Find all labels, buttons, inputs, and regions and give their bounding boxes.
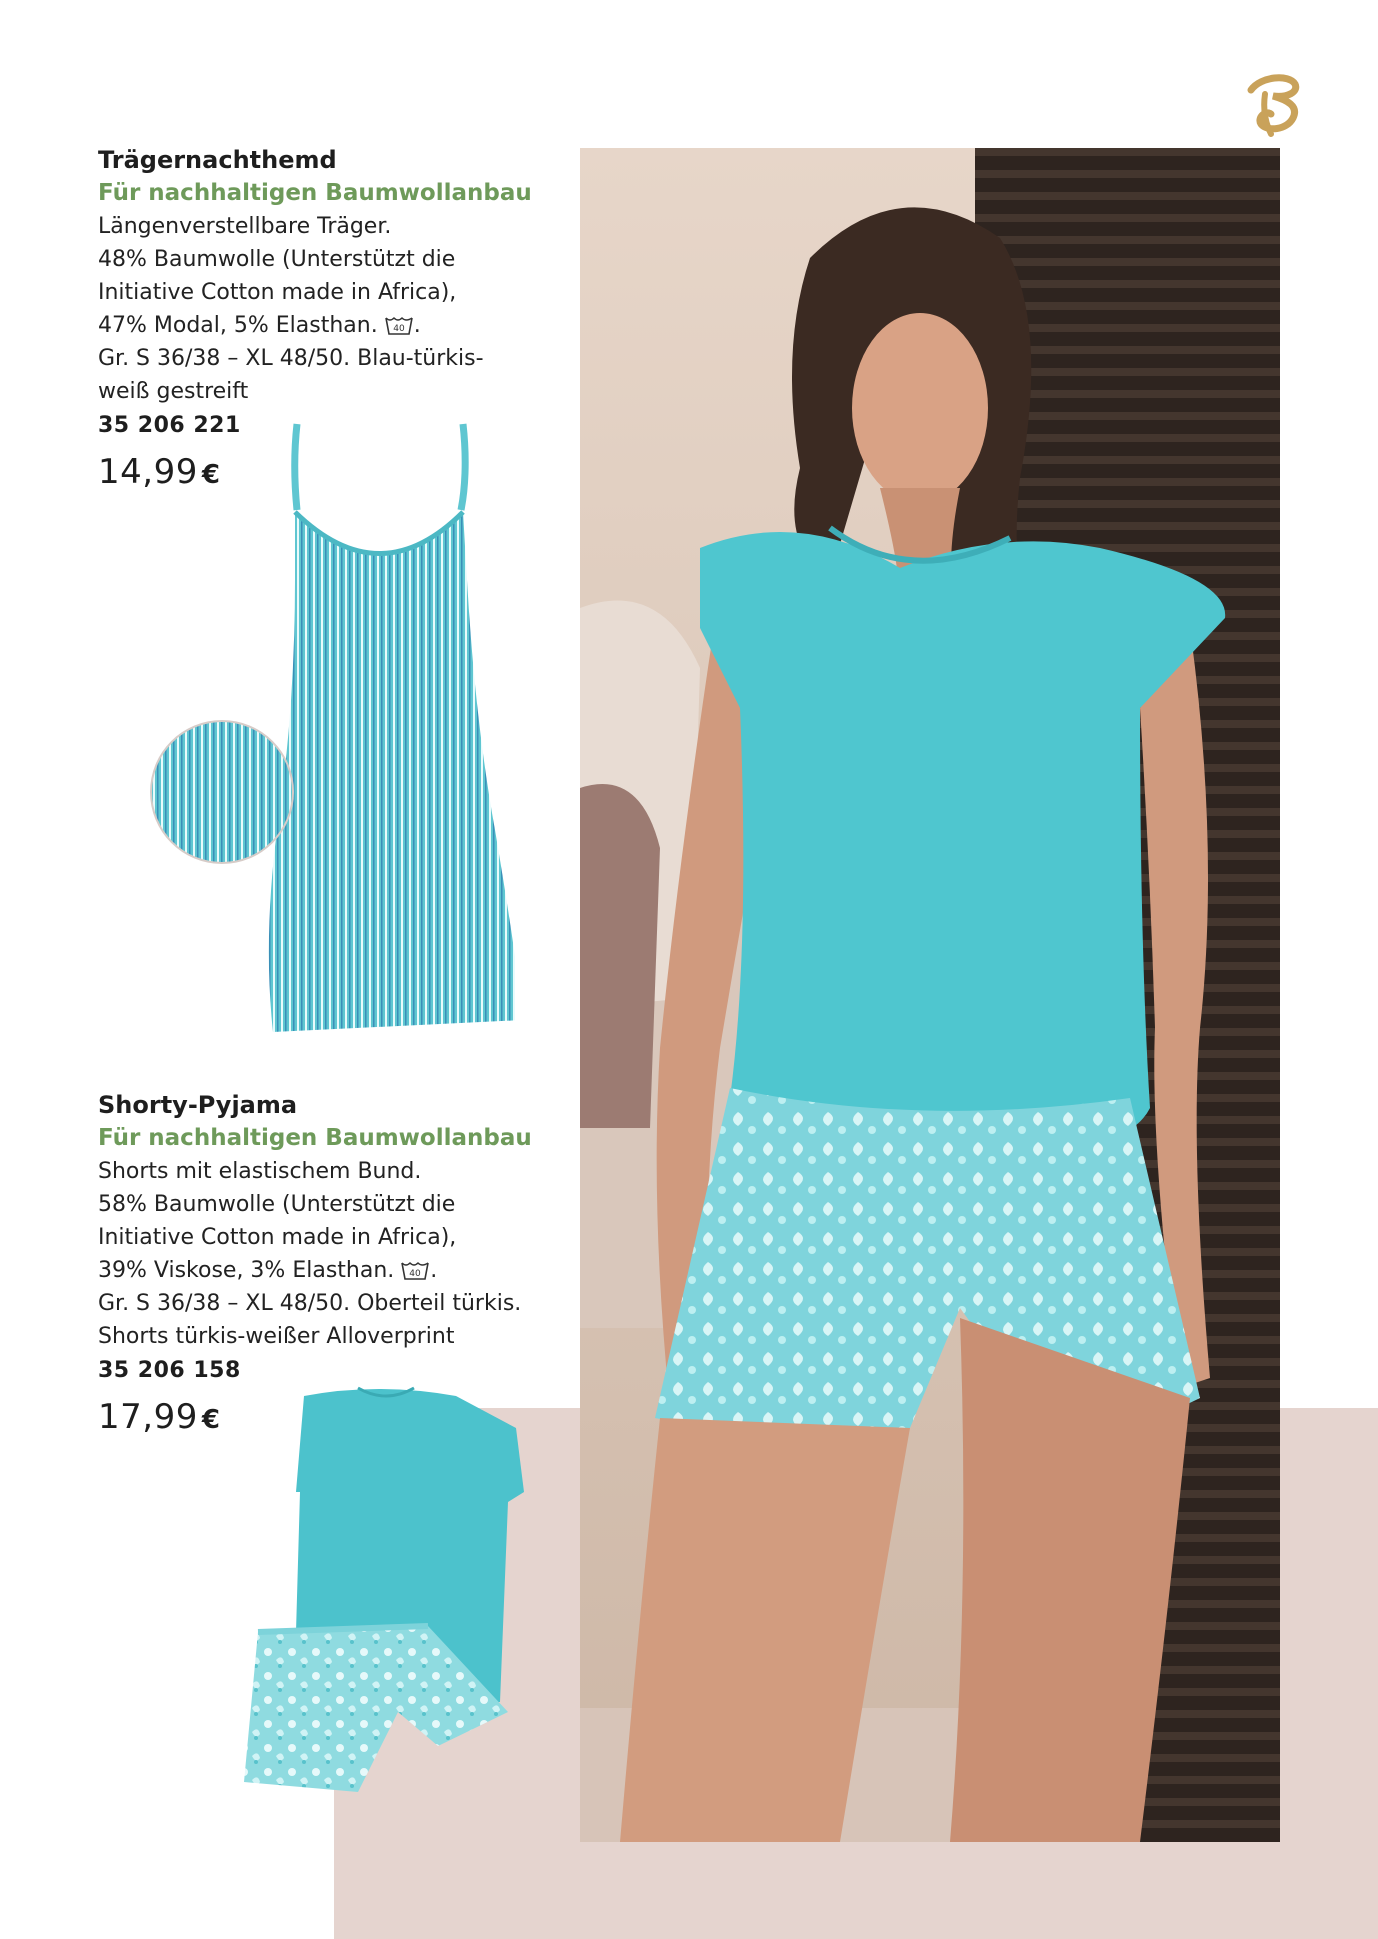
wash-label: 40 (392, 324, 405, 334)
price-value: 17,99 (98, 1397, 198, 1437)
wash-label: 40 (409, 1269, 422, 1279)
product-desc-line: 48% Baumwolle (Unterstützt die (98, 247, 456, 272)
product-desc-text: 47% Modal, 5% Elasthan. (98, 313, 378, 338)
product-desc-line: Gr. S 36/38 – XL 48/50. Oberteil türkis. (98, 1291, 522, 1316)
model-photo-illustration (580, 148, 1280, 1842)
pyjama-product-image (238, 1382, 538, 1802)
price-currency: € (201, 1405, 221, 1435)
wash-40-icon (400, 1259, 430, 1281)
product-desc-line: weiß gestreift (98, 379, 249, 404)
model-photo (580, 148, 1280, 1842)
product-subtitle: Für nachhaltigen Baumwollanbau (98, 180, 532, 206)
wash-suffix: . (413, 313, 421, 338)
product-desc-line: Längenverstellbare Träger. (98, 214, 392, 239)
product-desc-text: 39% Viskose, 3% Elasthan. (98, 1258, 395, 1283)
product-title: Shorty-Pyjama (98, 1091, 298, 1119)
brand-logo-icon (1243, 70, 1305, 138)
product-desc-line: Gr. S 36/38 – XL 48/50. Blau-türkis- (98, 346, 484, 371)
price-currency: € (201, 460, 221, 490)
product-desc-line: Shorts mit elastischem Bund. (98, 1159, 422, 1184)
product-desc-line: Shorts türkis-weißer Alloverprint (98, 1324, 455, 1349)
product-desc-line: 58% Baumwolle (Unterstützt die (98, 1192, 456, 1217)
wash-suffix: . (430, 1258, 438, 1283)
nightdress-product-image (145, 420, 515, 1040)
article-number: 35 206 221 (98, 413, 241, 438)
product-title: Trägernachthemd (98, 146, 337, 174)
product-desc-line-wash (98, 1254, 568, 1287)
product-desc-line-wash (98, 309, 568, 342)
article-number: 35 206 158 (98, 1358, 241, 1383)
wash-40-icon (384, 314, 414, 336)
product-desc-line: Initiative Cotton made in Africa), (98, 1225, 457, 1250)
product-subtitle: Für nachhaltigen Baumwollanbau (98, 1125, 532, 1151)
product-desc-line: Initiative Cotton made in Africa), (98, 280, 457, 305)
price-value: 14,99 (98, 452, 198, 492)
